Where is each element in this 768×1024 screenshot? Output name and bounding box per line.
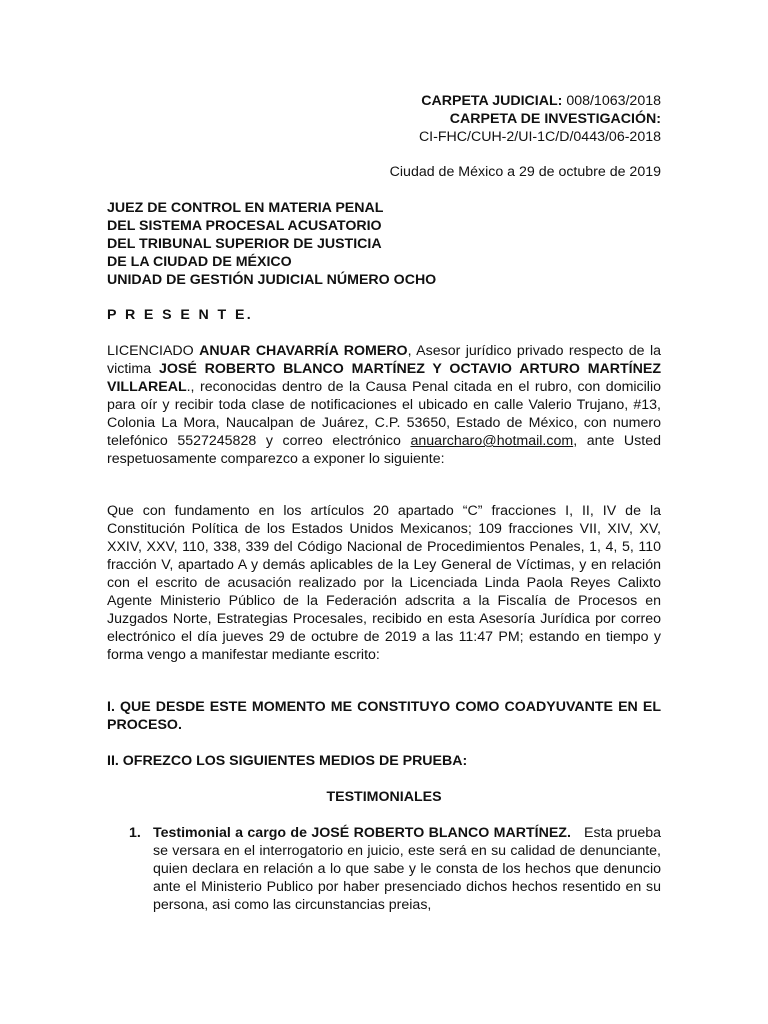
list-item-number: 1. <box>129 825 141 841</box>
carpeta-judicial-value: 008/1063/2018 <box>566 93 661 109</box>
addressee-line-3: DEL TRIBUNAL SUPERIOR DE JUSTICIA <box>107 236 382 252</box>
list-item-title: Testimonial a cargo de JOSÉ ROBERTO BLANCO MARTÍNEZ. <box>153 825 571 841</box>
addressee-line-5: UNIDAD DE GESTIÓN JUDICIAL NÚMERO OCHO <box>107 272 437 288</box>
carpeta-investigacion-value: CI-FHC/CUH-2/UI-1C/D/0443/06-2018 <box>418 129 661 145</box>
intro-text-1: LICENCIADO <box>107 343 200 359</box>
addressee-line-2: DEL SISTEMA PROCESAL ACUSATORIO <box>107 218 382 234</box>
carpeta-investigacion-label: CARPETA DE INVESTIGACIÓN: <box>449 111 661 127</box>
email-link[interactable]: anuarcharo@hotmail.com <box>410 433 574 449</box>
testimoniales-heading: TESTIMONIALES <box>326 789 442 805</box>
intro-text-2: , Asesor jurídico privado respecto de la victima <box>107 343 661 377</box>
legal-basis-paragraph: Que con fundamento en los artículos 20 apartado “C” fracciones I, II, IV de la Constitución Política de los Estados Unidos Mexicanos; 109 fracciones VII, XIV, XV, XXIV, XXV, 110, 338, 339 del Código Nacional de Procedimientos Penales, 1, 4, 5, 110 fracción V, apartado A y demás aplicables de la Ley General de Víctimas, y en relación con el escrito de acusación realizado por la Licenciada Linda Paola Reyes Calixto Agente Ministerio Público de la Federación adscrita a la Fiscalía de Procesos en Juzgados Norte, Estrategias Procesales, recibido en esta Asesoría Jurídica por correo electrónico el día jueves 29 de octubre de 2019 a las 11:47 PM; estando en tiempo y forma vengo a manifestar mediante escrito: <box>107 503 661 663</box>
presente-heading: P R E S E N T E. <box>107 307 254 323</box>
section-coadyuvante-heading: I. QUE DESDE ESTE MOMENTO ME CONSTITUYO COMO COADYUVANTE EN EL PROCESO. <box>107 699 661 733</box>
intro-text-4: , ante Usted respetuosamente comparezco a exponer lo siguiente: <box>107 433 661 467</box>
intro-text-3: ., reconocidas dentro de la Causa Penal citada en el rubro, con domicilio para oír y recibir toda clase de notificaciones el ubicado en calle Valerio Trujano, #13, Colonia La Mora, Naucalpan de Juárez, C.P. 53650, Estado de México, con numero telefónico 5527245828 y correo electrónico <box>107 379 661 449</box>
victim-names: JOSÉ ROBERTO BLANCO MARTÍNEZ Y OCTAVIO ARTURO MARTÍNEZ VILLAREAL <box>107 361 661 395</box>
date-line: Ciudad de México a 29 de octubre de 2019 <box>389 164 661 180</box>
addressee-line-1: JUEZ DE CONTROL EN MATERIA PENAL <box>107 200 384 216</box>
list-item-text: Esta prueba se versara en el interrogatorio en juicio, este será en su calidad de denunciante, quien declara en relación a lo que sabe y le consta de los hechos que denuncio ante el Ministerio Publico por haber presenciado dichos hechos resentido en su persona, asi como las circunstancias preias, <box>153 825 661 913</box>
list-item-body <box>153 824 661 914</box>
addressee-line-4: DE LA CIUDAD DE MÉXICO <box>107 254 292 270</box>
introduction-paragraph <box>107 342 661 468</box>
addressee-block <box>107 199 436 289</box>
case-reference-block <box>300 92 661 146</box>
carpeta-judicial-label: CARPETA JUDICIAL: <box>421 93 563 109</box>
section-pruebas-heading: II. OFREZCO LOS SIGUIENTES MEDIOS DE PRUEBA: <box>107 753 468 769</box>
carpeta-judicial-line <box>300 92 661 110</box>
advisor-name: ANUAR CHAVARRÍA ROMERO <box>199 343 408 359</box>
